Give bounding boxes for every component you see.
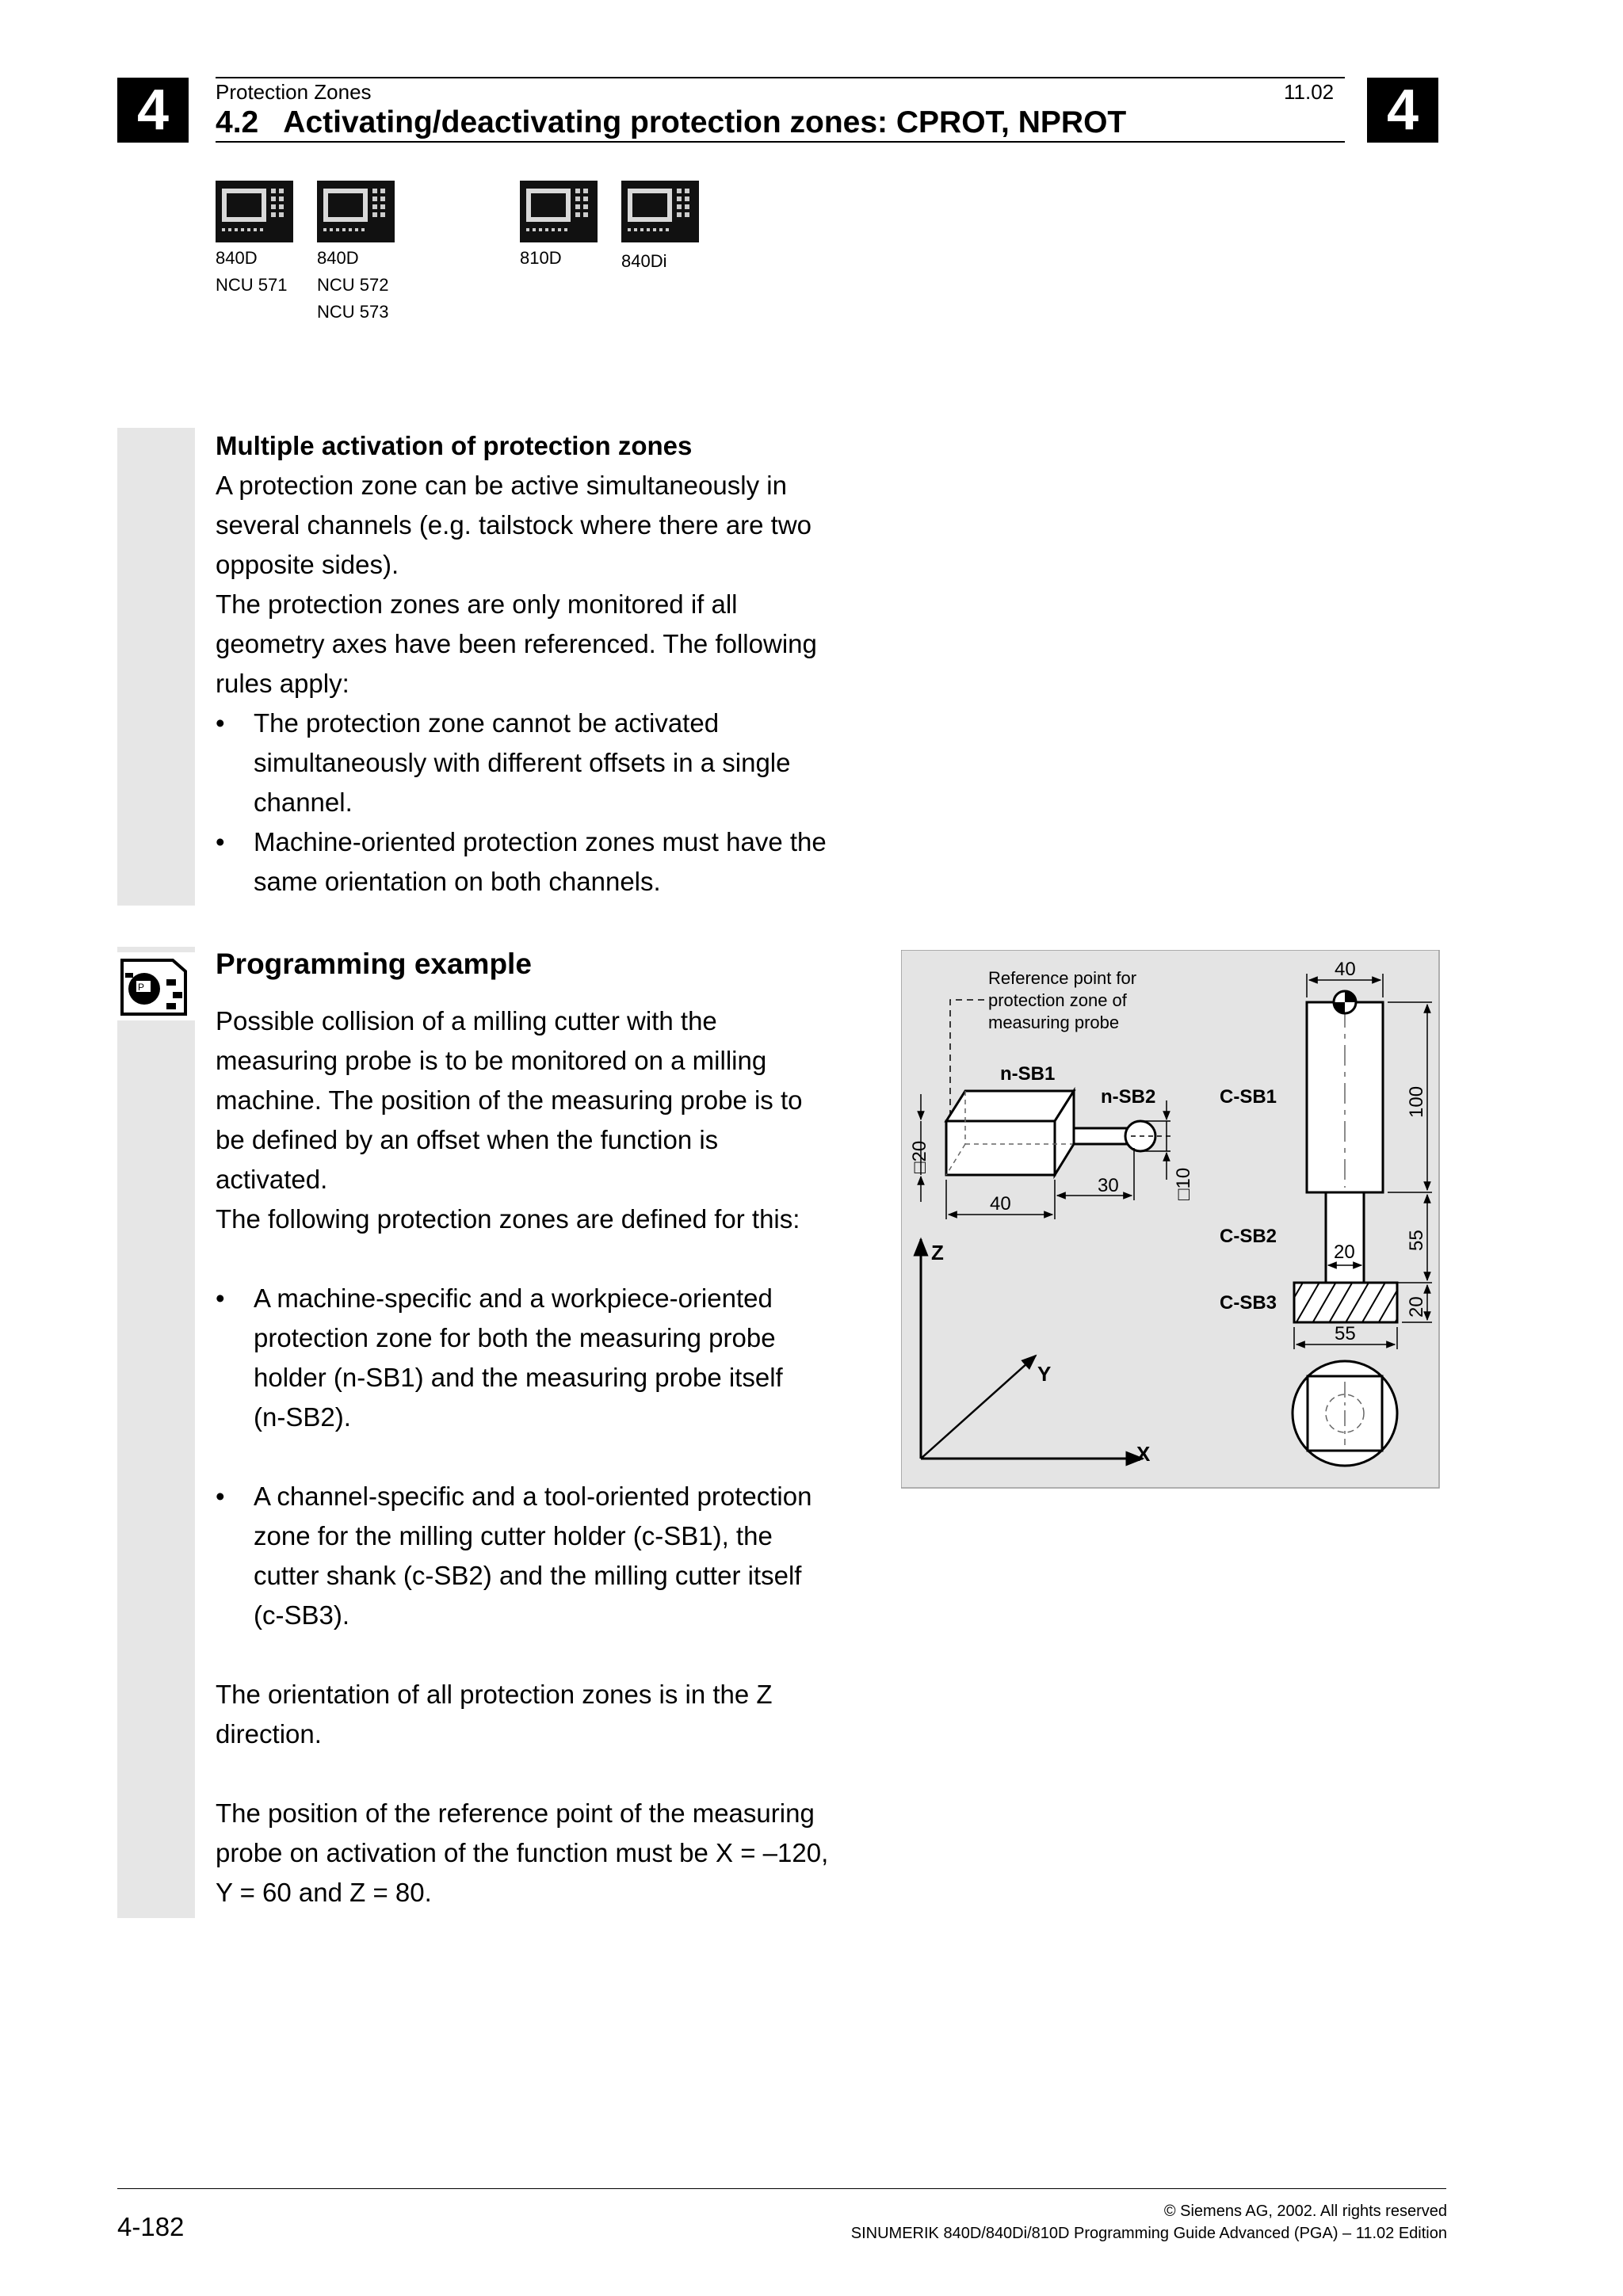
paragraph [216, 1199, 850, 1239]
text-line: be defined by an offset when the function is [216, 1125, 719, 1154]
label-n-sb2: n-SB2 [1101, 1086, 1156, 1108]
dim-probe-length: 40 [990, 1193, 1011, 1215]
text-line: direction. [216, 1719, 322, 1749]
ref-note-line: measuring probe [988, 1013, 1120, 1032]
page-number: 4-182 [117, 2212, 185, 2241]
document-title: SINUMERIK 840D/840Di/810D Programming Guide Advanced (PGA) – 11.02 Edition [850, 2225, 1447, 2242]
axis-y-label: Y [1037, 1362, 1052, 1386]
margin-bar-section2 [117, 947, 195, 1918]
bullet-icon: • [216, 827, 225, 856]
control-unit-icon [520, 181, 598, 242]
dim-shank-width: 20 [1334, 1241, 1355, 1263]
control-unit-line: NCU 572 [317, 275, 389, 295]
header-top-rule [216, 77, 1345, 78]
section-multiple-activation [216, 426, 850, 902]
paragraph [216, 1675, 850, 1754]
control-unit-line: 840Di [621, 251, 667, 271]
control-unit-840d-572 [317, 181, 395, 246]
control-unit-label [621, 248, 666, 275]
control-unit-label [216, 245, 287, 299]
text-line: A channel-specific and a tool-oriented protection [254, 1482, 812, 1511]
text-line: machine. The position of the measuring probe is to [216, 1085, 803, 1115]
edition-label: 11.02 [1284, 80, 1335, 104]
section-label: Protection Zones [216, 80, 372, 104]
ref-note-line: Reference point for [988, 968, 1137, 988]
text-line: simultaneously with different offsets in a single [254, 748, 791, 777]
control-unit-icon [317, 181, 395, 242]
text-line: rules apply: [216, 669, 349, 698]
control-unit-line: 840D [216, 248, 258, 268]
text-line: zone for the milling cutter holder (c-SB1), the [254, 1521, 773, 1550]
list-item [216, 1477, 850, 1635]
chapter-badge-right: 4 [1367, 78, 1438, 143]
control-unit-icon [621, 181, 699, 242]
control-unit-label [317, 245, 388, 326]
text-line: activated. [216, 1165, 328, 1194]
control-unit-line: 810D [520, 248, 562, 268]
text-line: The position of the reference point of the measuring [216, 1798, 815, 1828]
dim-probe-height: □20 [909, 1140, 930, 1173]
bullet-icon: • [216, 708, 225, 738]
text-line: The protection zone cannot be activated [254, 708, 720, 738]
text-line: probe on activation of the function must be X = –120, [216, 1838, 829, 1867]
dim-ball: □10 [1173, 1167, 1194, 1200]
control-unit-840d-571 [216, 181, 293, 246]
text-line: Y = 60 and Z = 80. [216, 1878, 432, 1907]
protection-zone-figure [901, 950, 1440, 1493]
dim-shank-height: 55 [1406, 1230, 1427, 1251]
list-item [216, 1279, 850, 1437]
bullet-icon: • [216, 1283, 225, 1313]
text-line: Possible collision of a milling cutter with the [216, 1006, 717, 1035]
paragraph [216, 585, 850, 704]
control-unit-840di [621, 181, 699, 246]
bullet-icon: • [216, 1482, 225, 1511]
text-line: measuring probe is to be monitored on a milling [216, 1046, 767, 1075]
page-title: 4.2 Activating/deactivating protection zones: CPROT, NPROT [216, 105, 1127, 139]
text-line: protection zone for both the measuring probe [254, 1323, 776, 1352]
cutter-shank [1326, 1192, 1364, 1283]
header-bottom-rule [216, 141, 1345, 143]
control-unit-line: NCU 571 [216, 275, 288, 295]
dim-holder-height: 100 [1406, 1085, 1427, 1118]
dim-cutter-height: 20 [1406, 1296, 1427, 1318]
chapter-badge-left: 4 [117, 78, 189, 143]
milling-cutter [1294, 1283, 1397, 1322]
footer-rule [117, 2188, 1446, 2189]
label-c-sb2: C-SB2 [1220, 1226, 1277, 1247]
section-heading: Programming example [216, 948, 532, 980]
text-line: The orientation of all protection zones is in the Z [216, 1680, 773, 1709]
copyright-text: © Siemens AG, 2002. All rights reserved [1163, 2203, 1447, 2220]
text-line: The following protection zones are defined for this: [216, 1204, 800, 1234]
margin-bar-section1 [117, 428, 195, 906]
ref-note-line: protection zone of [988, 990, 1127, 1010]
text-line: Machine-oriented protection zones must have the [254, 827, 827, 856]
control-unit-icon [216, 181, 293, 242]
control-unit-810d [520, 181, 598, 246]
axis-x-label: X [1136, 1442, 1151, 1466]
control-unit-line: NCU 573 [317, 302, 389, 322]
list-item [216, 704, 850, 822]
paragraph [216, 1794, 850, 1913]
label-n-sb1: n-SB1 [1000, 1063, 1056, 1085]
text-line: A protection zone can be active simultaneously in [216, 471, 787, 500]
label-c-sb3: C-SB3 [1220, 1292, 1277, 1314]
text-line: cutter shank (c-SB2) and the milling cutter itself [254, 1561, 802, 1590]
dim-cutter-width: 55 [1335, 1323, 1356, 1344]
paragraph [216, 466, 850, 585]
control-unit-label [520, 245, 562, 272]
text-line: same orientation on both channels. [254, 867, 661, 896]
dim-stem-length: 30 [1098, 1175, 1119, 1196]
section-programming-example [216, 944, 850, 1913]
text-line: opposite sides). [216, 550, 399, 579]
text-line: several channels (e.g. tailstock where there are two [216, 510, 812, 540]
text-line: (c-SB3). [254, 1600, 350, 1630]
paragraph [216, 1001, 850, 1199]
text-line: geometry axes have been referenced. The following [216, 629, 817, 658]
svg-text:P: P [138, 982, 145, 993]
text-line: A machine-specific and a workpiece-oriented [254, 1283, 773, 1313]
list-item [216, 822, 850, 902]
text-line: channel. [254, 788, 353, 817]
text-line: (n-SB2). [254, 1402, 351, 1432]
dim-top-width: 40 [1335, 959, 1356, 980]
text-line: The protection zones are only monitored if all [216, 589, 738, 619]
control-unit-line: 840D [317, 248, 359, 268]
section-heading: Multiple activation of protection zones [216, 431, 693, 460]
label-c-sb1: C-SB1 [1220, 1086, 1277, 1108]
axis-z-label: Z [931, 1241, 944, 1264]
programming-example-icon [117, 952, 195, 1024]
text-line: holder (n-SB1) and the measuring probe itself [254, 1363, 783, 1392]
